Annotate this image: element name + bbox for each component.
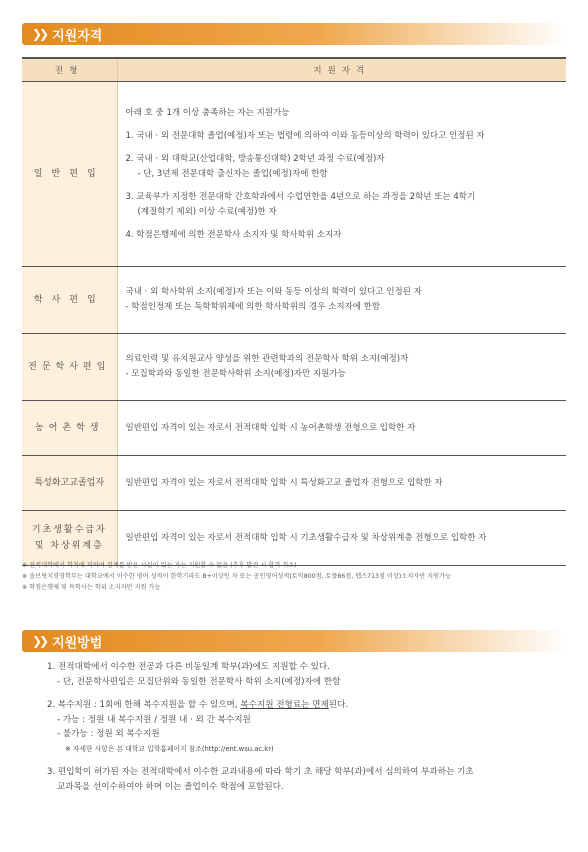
desc-vocational: 일반편입 자격이 있는 자로서 전적대학 입학 시 특성화고교 졸업자 전형으로 입학한 자: [117, 456, 566, 511]
section-header-qualification: [22, 23, 566, 45]
methods-list: [47, 660, 557, 794]
method-3: 3. 편입학이 허가된 자는 전적대학에서 이수한 교과내용에 따라 학기 초 해당 학부(과)에서 심의하여 부과하는 기초: [47, 767, 474, 777]
method-2-note: ※ 자세한 사항은 본 대학교 입학홈페이지 참조(http://ent.wsu.ac.kr): [65, 744, 274, 753]
section-title: 지원자격: [52, 28, 103, 44]
desc-general: 아래 호 중 1개 이상 충족하는 자는 지원가능 1. 국내 · 외 전문대학 졸업(예정)자 또는 법령에 의하여 이와 동등이상의 학력이 있다고 인정된 자 2. 국내 · 외 대학교(산업대학, 방송통신대학) 2학년 과정 수료(예정)자 - 단, 3년제 전문대학 출신자는 졸업(예정)자에 한함 3. 교육부가 지정한 전문대학 간호학과에서 수업연한을 4년으로 하는 과정을 2학년 또는 4학기 (계절학기 제외) 이상 수료(예정)한 자 4. 학점은행제에 의한 전문학사 소지자 및 학사학위 소지자: [117, 82, 566, 267]
method-1: 1. 전적대학에서 이수한 전공과 다른 비동일계 학부(과)에도 지원할 수 있다.: [47, 662, 330, 672]
double-chevron-right-icon: ❯❯: [32, 27, 47, 41]
category-welfare: 기초생활수급자 및 차상위계층: [22, 511, 117, 566]
table-row-vocational: [22, 456, 566, 511]
desc-associate: 의료인력 및 유치원교사 양성을 위한 관련학과의 전문학사 학위 소지(예정)자 - 모집학과와 동일한 전문학사학위 소지(예정)자만 지원가능: [117, 334, 566, 401]
notes: [22, 560, 566, 593]
method-2: 2. 복수지원 : 1회에 한해 복수지원을 할 수 있으며, 복수지원 전형료는 면제된다.: [47, 700, 349, 710]
desc-bachelor: 국내 · 외 학사학위 소지(예정)자 또는 이와 동등 이상의 학력이 있다고 인정된 자 - 학점인정제 또는 독학학위제에 의한 학사학위의 경우 소지자에 한함: [117, 267, 566, 334]
desc-rural: 일반편입 자격이 있는 자로서 전적대학 입학 시 농어촌학생 전형으로 입학한 자: [117, 401, 566, 456]
section-header-method: [22, 630, 566, 652]
method-3-cont: 교과목을 선이수하여야 하며 이는 졸업이수 학점에 포함된다.: [57, 781, 284, 792]
method-2-sub1: - 가능 : 정원 내 복수지원 / 정원 내 · 외 간 복수지원: [57, 714, 251, 725]
section-title: 지원방법: [52, 635, 103, 651]
note-item: ※ 학점은행제 및 독학사는 학위 소지자만 지원 가능: [22, 584, 161, 591]
table-row-general: [22, 82, 566, 267]
category-general: 일반편입: [22, 82, 117, 267]
note-item: ※ 솔브릿지경영학부는 대학교에서 이수한 영어 성적이 한학기라도 B+이상인 자 또는 공인영어성적(토익800점, 토플86점, 텝스713점 이상)소지자만 지원가능: [22, 573, 452, 580]
table-header-row: [22, 58, 566, 82]
double-chevron-right-icon: ❯❯: [32, 634, 47, 648]
underlined-text: 복수지원 전형료는 면제: [240, 700, 329, 710]
table-row-rural: [22, 401, 566, 456]
category-vocational: 특성화고교졸업자: [22, 456, 117, 511]
category-associate: 전문학사편입: [22, 334, 117, 401]
category-bachelor: 학사편입: [22, 267, 117, 334]
header-qualification: 지원자격: [117, 58, 566, 82]
desc-welfare: 일반편입 자격이 있는 자로서 전적대학 입학 시 기초생활수급자 및 차상위계층 전형으로 입학한 자: [117, 511, 566, 566]
header-category: 전형: [22, 58, 117, 82]
table-row-associate: [22, 334, 566, 401]
note-item: ※ 전적대학에서 학칙에 의하여 징계를 받은 사실이 있는 자는 지원할 수 없음 (추후 발견 시 합격 취소): [22, 562, 297, 569]
category-rural: 농어촌학생: [22, 401, 117, 456]
qualification-table: [22, 57, 566, 566]
table-row-welfare: [22, 511, 566, 566]
table-row-bachelor: [22, 267, 566, 334]
method-2-sub2: - 불가능 : 정원 외 복수지원: [57, 729, 160, 739]
method-1-sub: - 단, 전문학사편입은 모집단위와 동일한 전문학사 학위 소지(예정)자에 한함: [57, 676, 341, 687]
